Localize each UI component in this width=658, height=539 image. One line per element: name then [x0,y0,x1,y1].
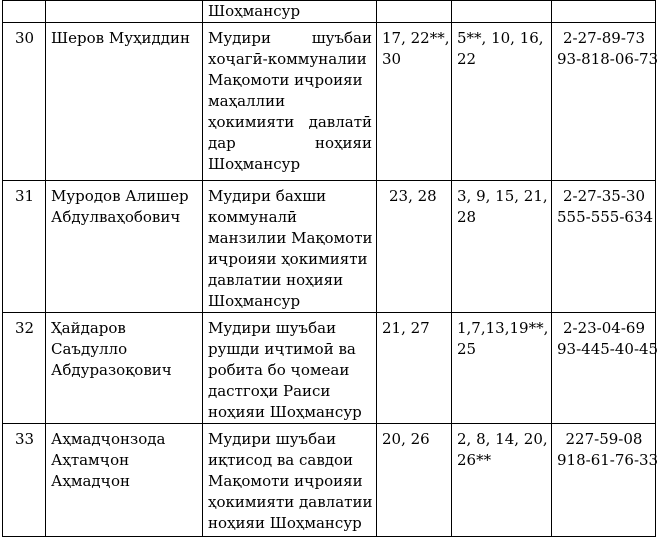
phone-line: 93-818-06-73 [557,50,658,68]
cell-name [46,181,203,313]
position-line: коммуналӣ [208,208,298,226]
phone-line: 555-555-634 [557,208,654,226]
days-line: 1,7,13,19**, [457,319,549,337]
cell-phone [552,23,656,181]
cell-phone [552,424,656,537]
position-line: Мақомоти иҷроияи [208,71,363,89]
days-line: 3, 9, 15, 21, [457,187,548,205]
position-line: манзилии Мақомоти [208,229,373,247]
days-line: 2, 8, 14, 20, [457,430,548,448]
days-line: 30 [382,50,402,68]
position-line: ҳокимияти давлатӣ [208,113,372,131]
position-line: дар ноҳияи [208,134,372,152]
cell-days-b [452,23,552,181]
name-line: Абдуразоқович [51,361,172,379]
phone-line: 918-61-76-33 [557,451,658,469]
position-line: иҷроияи ҳокимияти [208,250,368,268]
cell-days-b [452,424,552,537]
cell-num [3,1,46,23]
cell-name [46,23,203,181]
cell-days-a [377,1,452,23]
name-line: Шеров Муҳиддин [51,29,190,47]
cell-days-a [377,23,452,181]
cell-position [203,313,377,424]
name-line: Саъдулло [51,340,128,358]
position-line: Шоҳмансур [208,155,301,173]
cell-phone [552,1,656,23]
cell-name [46,313,203,424]
cell-num: 32 [3,313,46,424]
cell-days-a [377,181,452,313]
cell-position [203,424,377,537]
cell-num: 31 [3,181,46,313]
position-line: хоҷагӣ-коммуналии [208,50,367,68]
cell-days-b [452,1,552,23]
name-line: Аҳмадҷон [51,472,131,490]
cell-position [203,1,377,23]
position-line: Мудири бахши [208,187,327,205]
position-line: иқтисод ва савдои [208,451,354,469]
name-line: Муродов Алишер [51,187,189,205]
cell-days-b [452,313,552,424]
position-line: Шоҳмансур [208,2,301,20]
table-row [3,313,656,424]
name-line: Аҳмадҷонзода [51,430,166,448]
officials-schedule-table [2,0,656,537]
cell-days-b [452,181,552,313]
position-line: ноҳияи Шоҳмансур [208,403,362,421]
position-line: Мудири шуъбаи [208,319,337,337]
cell-days-a [377,313,452,424]
days-line: 26** [457,451,492,469]
days-line: 22 [457,50,477,68]
cell-num: 33 [3,424,46,537]
position-line: ҳокимияти давлатии [208,493,373,511]
cell-phone [552,181,656,313]
table-row [3,23,656,181]
days-line: 23, 28 [389,187,437,205]
name-line: Абдулваҳобович [51,208,181,226]
days-line: 5**, 10, 16, [457,29,544,47]
table-row-continued [3,1,656,23]
position-line: рушди иҷтимоӣ ва [208,340,356,358]
phone-line: 93-445-40-45 [557,340,658,358]
cell-position [203,23,377,181]
position-line: Мудири шуъбаи [208,430,337,448]
phone-line: 2-23-04-69 [562,319,645,337]
cell-num: 30 [3,23,46,181]
cell-name [46,1,203,23]
position-line: Мақомоти иҷроияи [208,472,363,490]
days-line: 28 [457,208,477,226]
position-line: маҳаллии [208,92,286,110]
cell-days-a [377,424,452,537]
position-line: Мудири шуъбаи [208,29,372,47]
phone-line: 2-27-89-73 [562,29,645,47]
table-row [3,424,656,537]
position-line: ноҳияи Шоҳмансур [208,514,362,532]
position-line: дастгоҳи Раиси [208,382,331,400]
days-line: 21, 27 [382,319,430,337]
table-row [3,181,656,313]
phone-line: 227-59-08 [565,430,643,448]
position-line: Шоҳмансур [208,292,301,310]
phone-line: 2-27-35-30 [562,187,645,205]
cell-phone [552,313,656,424]
cell-name [46,424,203,537]
name-line: Ҳайдаров [51,319,126,337]
position-line: давлатии ноҳияи [208,271,344,289]
days-line: 20, 26 [382,430,430,448]
days-line: 25 [457,340,477,358]
days-line: 17, 22**, [382,29,450,47]
name-line: Аҳтамҷон [51,451,130,469]
cell-position [203,181,377,313]
position-line: робита бо ҷомеаи [208,361,350,379]
